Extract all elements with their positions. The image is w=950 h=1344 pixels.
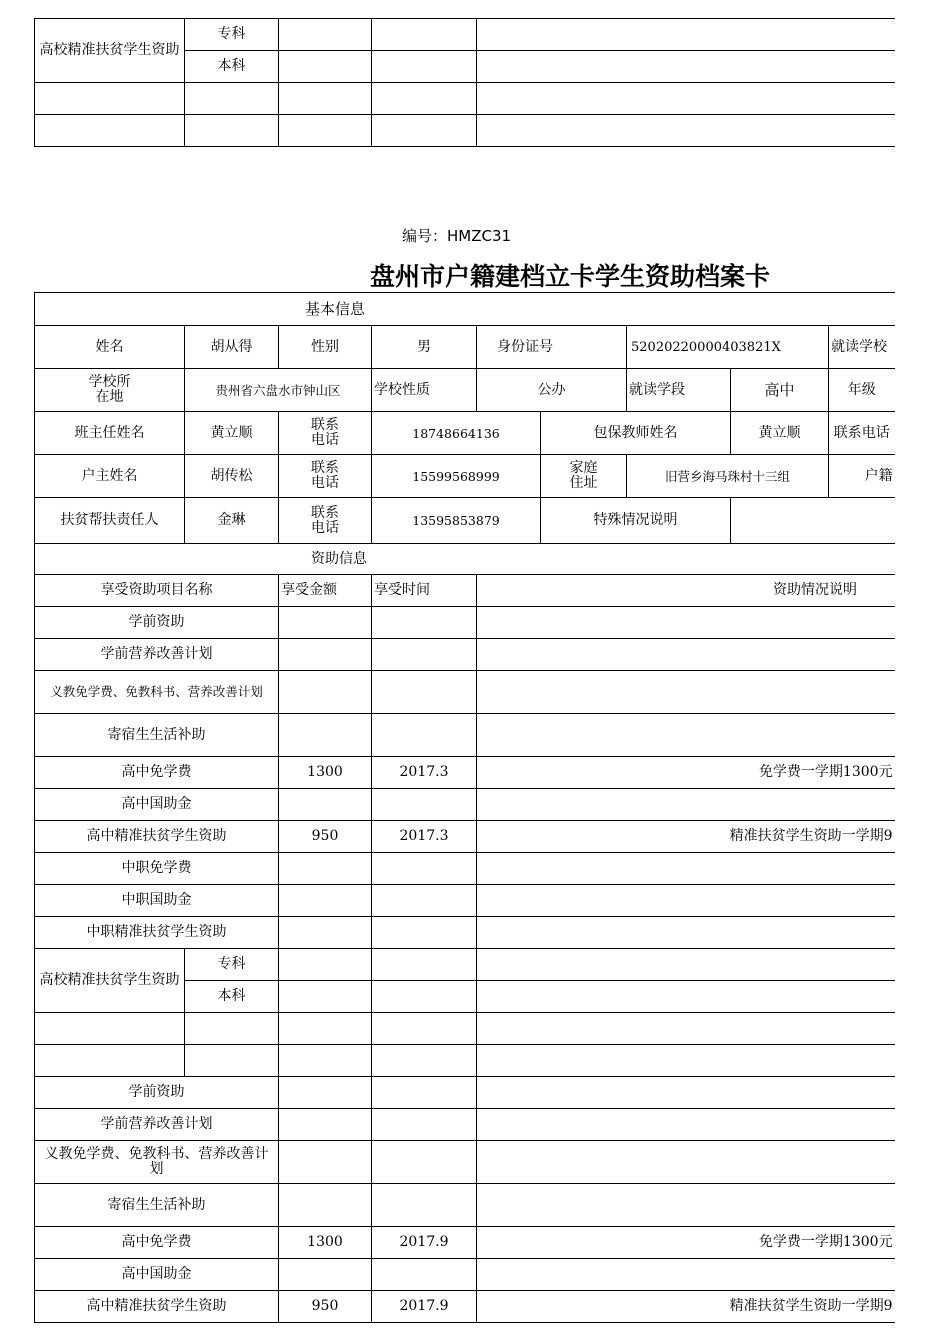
head-teacher-value: 黄立顺 [185, 412, 279, 455]
aid-row-desc [477, 639, 895, 671]
cell [372, 115, 477, 147]
cell [372, 1013, 477, 1045]
stage-label: 就读学段 [627, 369, 731, 412]
special-note-value [731, 498, 895, 544]
cell [372, 51, 477, 83]
aid-row-amount [279, 789, 372, 821]
responsible-person-value: 金琳 [185, 498, 279, 544]
aid-row-desc [477, 853, 895, 885]
zhuanke-label: 专科 [185, 949, 279, 981]
aid-row-amount [279, 853, 372, 885]
cell [185, 115, 279, 147]
aid-row-time [372, 885, 477, 917]
aid-row-time [372, 1259, 477, 1291]
aid-row-desc [477, 885, 895, 917]
cell [279, 115, 372, 147]
basic-info-header: 基本信息 [35, 293, 895, 326]
document-code: 编号：HMZC31 [402, 227, 512, 245]
cell [35, 115, 185, 147]
aid-row-desc [477, 1141, 895, 1184]
aid-row-desc [477, 671, 895, 714]
aid-row-amount [279, 917, 372, 949]
school-type-value: 公办 [477, 369, 627, 412]
cell [477, 115, 895, 147]
aid-row-amount [279, 1141, 372, 1184]
aid-row-name: 高中免学费 [35, 1227, 279, 1259]
aid-row-time [372, 789, 477, 821]
aid-row-time: 2017.9 [372, 1227, 477, 1259]
cell [372, 19, 477, 51]
archive-card-table [34, 292, 895, 1323]
aid-row-amount [279, 639, 372, 671]
aid-row-name: 中职国助金 [35, 885, 279, 917]
cell [185, 1013, 279, 1045]
stage-value: 高中 [731, 369, 829, 412]
phone-label: 联系电话 [279, 498, 372, 544]
gender-value: 男 [372, 326, 477, 369]
householder-value: 胡传松 [185, 455, 279, 498]
aid-row-time [372, 1077, 477, 1109]
aid-row-amount [279, 671, 372, 714]
aid-row-amount [279, 1077, 372, 1109]
aid-row-amount: 1300 [279, 1227, 372, 1259]
aid-row-time [372, 714, 477, 757]
aid-row-amount: 950 [279, 821, 372, 853]
cell [279, 1013, 372, 1045]
head-teacher-label: 班主任姓名 [35, 412, 185, 455]
aid-row-time [372, 607, 477, 639]
cell [372, 949, 477, 981]
aid-row-amount: 1300 [279, 757, 372, 789]
aid-row-time: 2017.3 [372, 757, 477, 789]
aid-row-name: 学前营养改善计划 [35, 1109, 279, 1141]
head-teacher-phone: 18748664136 [372, 412, 541, 455]
aid-row-desc [477, 1077, 895, 1109]
aid-col-time: 享受时间 [372, 575, 477, 607]
gaoxiao-label-cell: 高校精准扶贫学生资助 [35, 949, 185, 1013]
school-location-value: 贵州省六盘水市钟山区 [185, 369, 372, 412]
aid-row-time [372, 853, 477, 885]
cell [279, 949, 372, 981]
name-label: 姓名 [35, 326, 185, 369]
cell [477, 83, 895, 115]
cell [372, 83, 477, 115]
cell [372, 981, 477, 1013]
aid-row-name: 高中国助金 [35, 1259, 279, 1291]
guarantee-teacher-value: 黄立顺 [731, 412, 829, 455]
aid-row-desc: 精准扶贫学生资助一学期9 [477, 1291, 895, 1323]
householder-phone: 15599568999 [372, 455, 541, 498]
aid-row-time: 2017.9 [372, 1291, 477, 1323]
aid-col-name: 享受资助项目名称 [35, 575, 279, 607]
cell [477, 19, 895, 51]
aid-col-desc: 资助情况说明 [477, 575, 895, 607]
aid-row-desc [477, 1109, 895, 1141]
school-type-label: 学校性质 [372, 369, 477, 412]
aid-row-desc [477, 1184, 895, 1227]
aid-row-name: 义教免学费、免教科书、营养改善计划 [35, 1141, 279, 1184]
home-address-label: 家庭住址 [541, 455, 627, 498]
aid-row-desc: 免学费一学期1300元 [477, 757, 895, 789]
cell [279, 19, 372, 51]
cell [477, 1013, 895, 1045]
aid-row-time [372, 671, 477, 714]
aid-row-name: 义教免学费、免教科书、营养改善计划 [35, 671, 279, 714]
aid-row-desc: 免学费一学期1300元 [477, 1227, 895, 1259]
aid-row-name: 寄宿生生活补助 [35, 714, 279, 757]
aid-row-desc [477, 917, 895, 949]
phone-label: 联系电话 [279, 412, 372, 455]
aid-row-desc: 精准扶贫学生资助一学期9 [477, 821, 895, 853]
aid-row-name: 中职免学费 [35, 853, 279, 885]
aid-col-amount: 享受金额 [279, 575, 372, 607]
previous-sheet-table [34, 18, 895, 147]
aid-row-desc [477, 714, 895, 757]
cell [279, 83, 372, 115]
cell [477, 981, 895, 1013]
benke-label: 本科 [185, 981, 279, 1013]
aid-row-time [372, 917, 477, 949]
aid-row-name: 学前资助 [35, 607, 279, 639]
aid-row-desc [477, 1259, 895, 1291]
aid-row-time [372, 1109, 477, 1141]
gender-label: 性别 [279, 326, 372, 369]
guarantee-teacher-label: 包保教师姓名 [541, 412, 731, 455]
aid-row-name: 高中免学费 [35, 757, 279, 789]
cell [372, 1045, 477, 1077]
aid-row-name: 寄宿生生活补助 [35, 1184, 279, 1227]
special-note-label: 特殊情况说明 [541, 498, 731, 544]
cell [35, 1045, 185, 1077]
cell [279, 51, 372, 83]
aid-row-name: 高中精准扶贫学生资助 [35, 821, 279, 853]
aid-info-header: 资助信息 [35, 544, 895, 575]
aid-row-amount [279, 1184, 372, 1227]
cell [477, 51, 895, 83]
school-location-label: 学校所在地 [35, 369, 185, 412]
aid-row-name: 高中精准扶贫学生资助 [35, 1291, 279, 1323]
householder-label: 户主姓名 [35, 455, 185, 498]
aid-row-amount [279, 885, 372, 917]
grade-label: 年级 [829, 369, 895, 412]
aid-row-desc [477, 607, 895, 639]
aid-row-name: 中职精准扶贫学生资助 [35, 917, 279, 949]
aid-row-amount: 950 [279, 1291, 372, 1323]
aid-row-name: 高中国助金 [35, 789, 279, 821]
school-label: 就读学校 [829, 326, 895, 369]
name-value: 胡从得 [185, 326, 279, 369]
aid-row-desc [477, 789, 895, 821]
aid-row-time [372, 1184, 477, 1227]
aid-row-time: 2017.3 [372, 821, 477, 853]
zhuanke-label: 专科 [185, 19, 279, 51]
cell [279, 1045, 372, 1077]
cell [279, 981, 372, 1013]
cell [35, 83, 185, 115]
home-address-value: 旧营乡海马珠村十三组 [627, 455, 829, 498]
cell [185, 83, 279, 115]
aid-row-amount [279, 1109, 372, 1141]
cell [477, 949, 895, 981]
household-label-cut: 户籍 [829, 455, 895, 498]
cell [477, 1045, 895, 1077]
aid-row-time [372, 639, 477, 671]
gaoxiao-label-cell: 高校精准扶贫学生资助 [35, 19, 185, 83]
responsible-person-label: 扶贫帮扶责任人 [35, 498, 185, 544]
id-number: 52020220000403821X [627, 326, 829, 369]
cell [185, 1045, 279, 1077]
page-title: 盘州市户籍建档立卡学生资助档案卡 [370, 262, 771, 291]
phone-label-2: 联系电话 [829, 412, 895, 455]
phone-label: 联系电话 [279, 455, 372, 498]
aid-row-amount [279, 607, 372, 639]
aid-row-name: 学前资助 [35, 1077, 279, 1109]
responsible-phone: 13595853879 [372, 498, 541, 544]
id-label: 身份证号 [477, 326, 627, 369]
aid-row-amount [279, 1259, 372, 1291]
cell [35, 1013, 185, 1045]
benke-label: 本科 [185, 51, 279, 83]
aid-row-amount [279, 714, 372, 757]
aid-row-time [372, 1141, 477, 1184]
aid-row-name: 学前营养改善计划 [35, 639, 279, 671]
